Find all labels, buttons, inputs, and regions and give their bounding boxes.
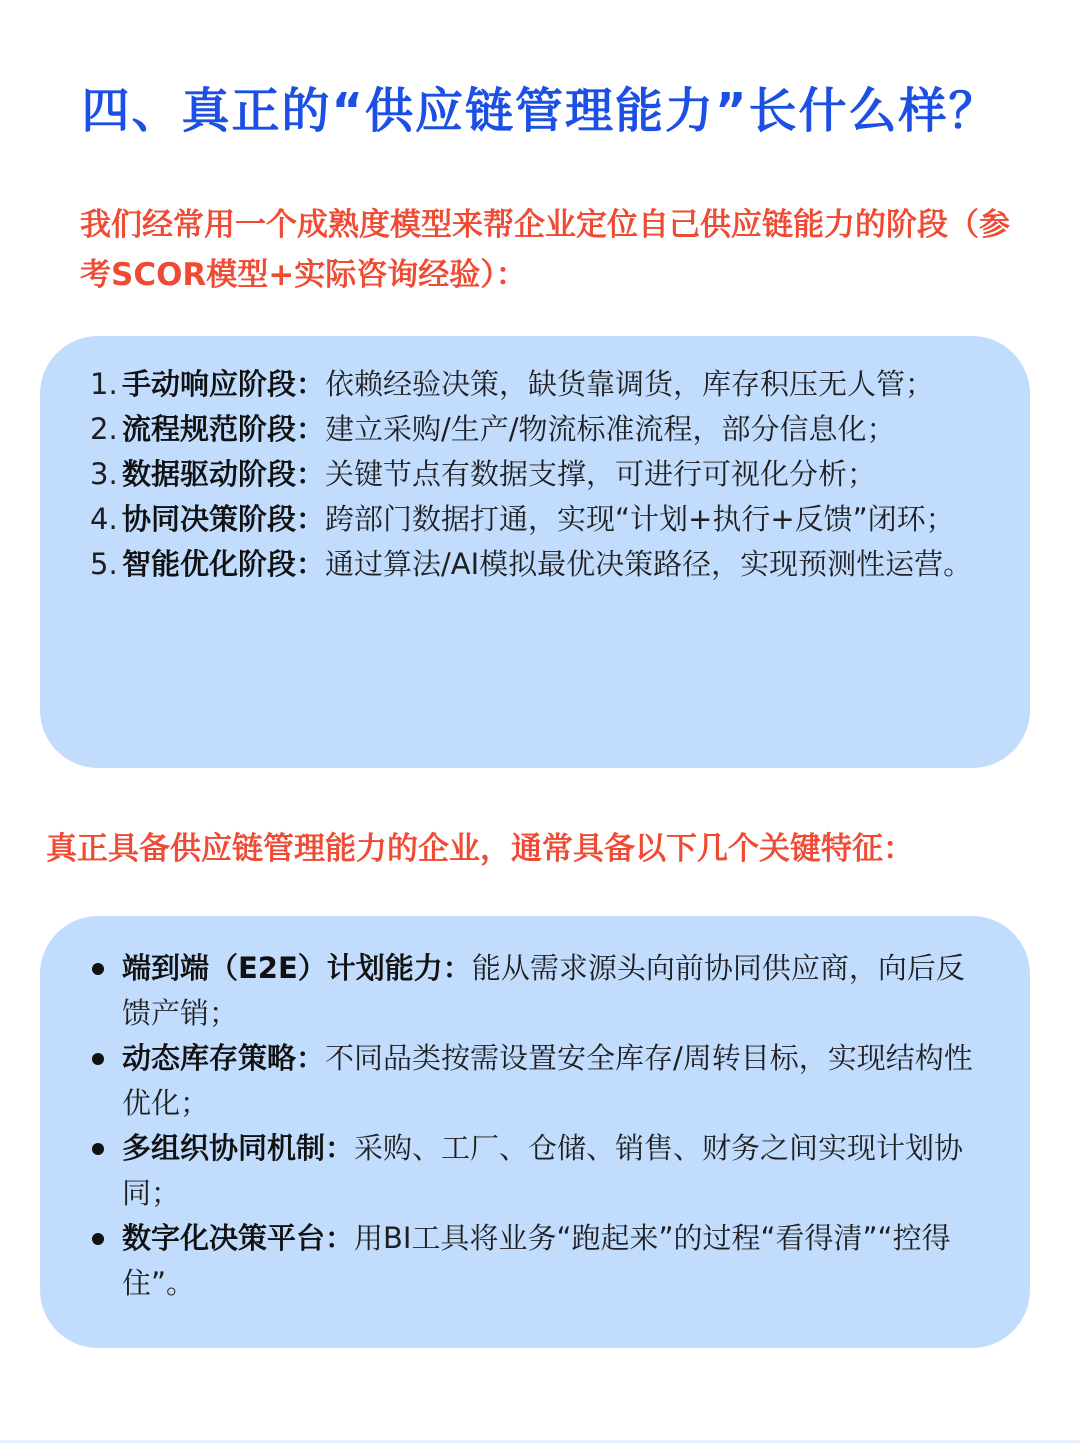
feature-term: 端到端（E2E）计划能力：: [122, 951, 472, 985]
bullet-dot-icon: [92, 1053, 104, 1065]
bullet-dot-icon: [92, 1233, 104, 1245]
stage-term: 协同决策阶段：: [122, 502, 326, 536]
stage-item: [90, 407, 990, 452]
maturity-stages-card: [40, 336, 1030, 768]
stage-term: 手动响应阶段：: [122, 367, 326, 401]
features-card: [40, 916, 1030, 1348]
intro-text: 我们经常用一个成熟度模型来帮企业定位自己供应链能力的阶段（参考SCOR模型+实际咨询经验）：: [80, 207, 1010, 293]
stage-description: 关键节点有数据支撑，可进行可视化分析；: [325, 457, 877, 491]
stage-description: 依赖经验决策，缺货靠调货，库存积压无人管；: [325, 367, 935, 401]
stage-number: 4.: [90, 502, 118, 536]
features-list: [90, 946, 990, 1306]
stage-number: 5.: [90, 547, 118, 581]
stage-number: 1.: [90, 367, 118, 401]
stage-term: 流程规范阶段：: [122, 412, 326, 446]
feature-description: 能从需求源头向前协同供应商，向后反馈产销；: [122, 951, 965, 1030]
feature-item: [90, 946, 990, 1036]
page-title: 四、真正的“供应链管理能力”长什么样？: [81, 83, 999, 139]
feature-item: [90, 1036, 990, 1126]
stage-description: 建立采购/生产/物流标准流程，部分信息化；: [325, 412, 896, 446]
feature-term: 动态库存策略：: [122, 1041, 326, 1075]
feature-item: [90, 1216, 990, 1306]
stage-item: [90, 542, 990, 587]
stage-item: [90, 452, 990, 497]
bullet-dot-icon: [92, 963, 104, 975]
stage-number: 2.: [90, 412, 118, 446]
maturity-stages-list: [90, 362, 990, 587]
bullet-dot-icon: [92, 1143, 104, 1155]
stage-item: [90, 362, 990, 407]
stage-number: 3.: [90, 457, 118, 491]
feature-description: 采购、工厂、仓储、销售、财务之间实现计划协同；: [122, 1131, 964, 1210]
feature-description: 不同品类按需设置安全库存/周转目标，实现结构性优化；: [122, 1041, 973, 1120]
feature-term: 数字化决策平台：: [122, 1221, 355, 1255]
feature-item: [90, 1126, 990, 1216]
features-heading: 真正具备供应链管理能力的企业，通常具备以下几个关键特征：: [46, 831, 914, 867]
feature-description: 用BI工具将业务“跑起来”的过程“看得清”“控得住”。: [122, 1221, 951, 1300]
stage-description: 跨部门数据打通，实现“计划+执行+反馈”闭环；: [325, 502, 955, 536]
stage-item: [90, 497, 990, 542]
feature-term: 多组织协同机制：: [122, 1131, 355, 1165]
stage-description: 通过算法/AI模拟最优决策路径，实现预测性运营。: [325, 547, 973, 581]
stage-term: 智能优化阶段：: [122, 547, 326, 581]
stage-term: 数据驱动阶段：: [122, 457, 326, 491]
